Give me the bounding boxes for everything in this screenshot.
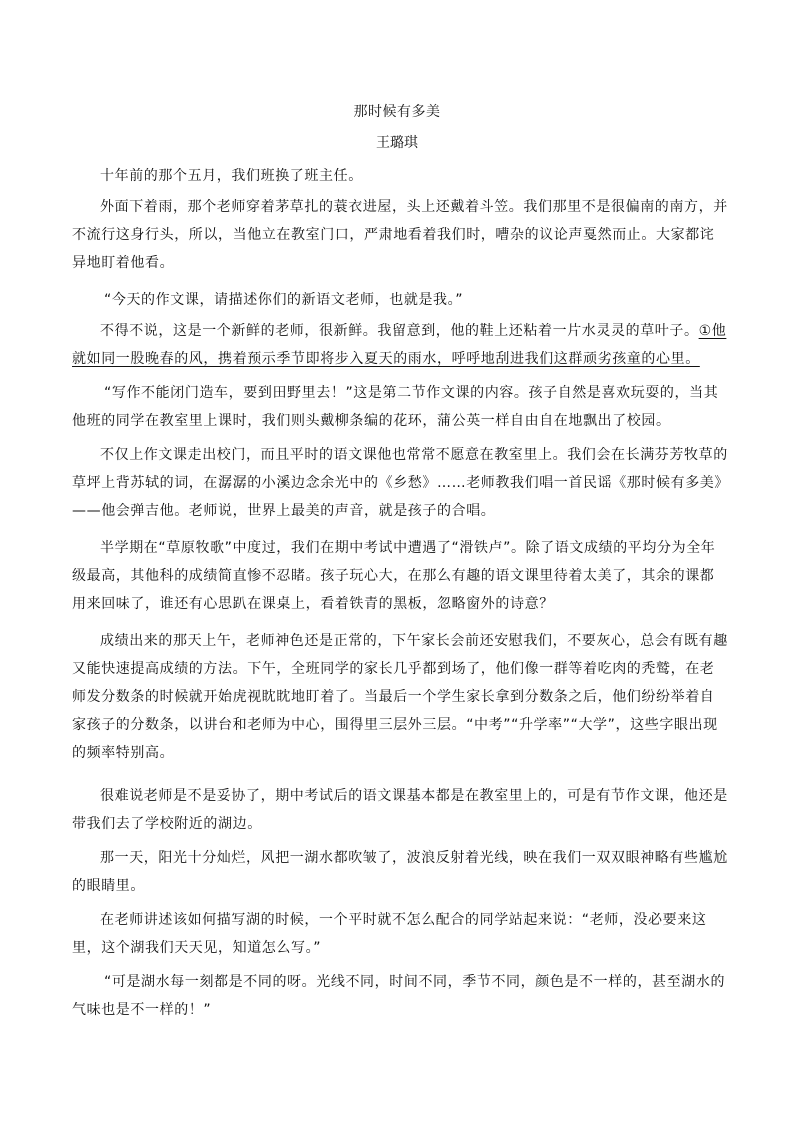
paragraph-12: “可是湖水每一刻都是不同的呀。光线不同，时间不同，季节不同，颜色是不一样的，甚至湖水的气味也是不一样的！” (72, 974, 726, 1018)
paragraph-7: 半学期在“草原牧歌”中度过，我们在期中考试中遭遇了“滑铁卢”。除了语文成绩的平均分为全年级最高，其他科的成绩简直惨不忍睹。孩子玩心大，在那么有趣的语文课里待着太美了，其余的课都用来回味了，谁还有心思趴在课桌上，看着铁青的黑板，忽略窗外的诗意？ (72, 540, 716, 612)
paragraph-11: 在老师讲述该如何描写湖的时候，一个平时就不怎么配合的同学站起来说：“老师，没必要来这里，这个湖我们天天见，知道怎么写。” (72, 912, 707, 956)
paragraph-4-text: 不得不说，这是一个新鲜的老师，很新鲜。我留意到，他的鞋上还粘着一片水灵灵的草叶子。 (100, 323, 699, 339)
paragraph-8: 成绩出来的那天上午，老师神色还是正常的，下午家长会前还安慰我们，不要灰心，总会有既有趣又能快速提高成绩的方法。下午，全班同学的家长几乎都到场了，他们像一群等着吃肉的秃鹫，在老师发分数条的时候就开始虎视眈眈地盯着了。当最后一个学生家长拿到分数条之后，他们纷纷举着自家孩子的分数条，以讲台和老师为中心，围得里三层外三层。“中考”“升学率”“大学”，这些字眼出现的频率特别高。 (72, 633, 728, 761)
article-title: 那时候有多美 (353, 104, 441, 120)
paragraph-10: 那一天，阳光十分灿烂，风把一湖水都吹皱了，波浪反射着光线，映在我们一双双眼神略有些尴尬的眼睛里。 (72, 850, 728, 894)
paragraph-3: “今天的作文课，请描述你们的新语文老师，也就是我。” (104, 292, 464, 308)
article-author: 王璐琪 (376, 135, 418, 151)
paragraph-1: 十年前的那个五月，我们班换了班主任。 (100, 168, 363, 184)
paragraph-6: 不仅上作文课走出校门，而且平时的语文课他也常常不愿意在教室里上。我们会在长满芬芳牧草的草坪上背苏轼的词，在潺潺的小溪边念余光中的《乡愁》……老师教我们唱一首民谣《那时候有多美》——他会弹吉他。老师说，世界上最美的声音，就是孩子的合唱。 (72, 447, 728, 519)
underlined-sentence: ①他就如同一股晚春的风，携着预示季节即将步入夏天的雨水，呼呼地刮进我们这群顽劣孩童的心里。 (72, 323, 727, 367)
paragraph-2: 外面下着雨，那个老师穿着茅草扎的蓑衣进屋，头上还戴着斗笠。我们那里不是很偏南的南方，并不流行这身行头，所以，当他立在教室门口，严肃地看着我们时，嘈杂的议论声戛然而止。大家都诧异地盯着他看。 (72, 199, 728, 271)
paragraph-4 (72, 317, 728, 373)
paragraph-5: “写作不能闭门造车，要到田野里去！”这是第二节作文课的内容。孩子自然是喜欢玩耍的，当其他班的同学在教室里上课时，我们则头戴柳条编的花环，蒲公英一样自由自在地飘出了校园。 (72, 385, 719, 429)
paragraph-9: 很难说老师是不是妥协了，期中考试后的语文课基本都是在教室里上的，可是有节作文课，他还是带我们去了学校附近的湖边。 (72, 788, 728, 832)
